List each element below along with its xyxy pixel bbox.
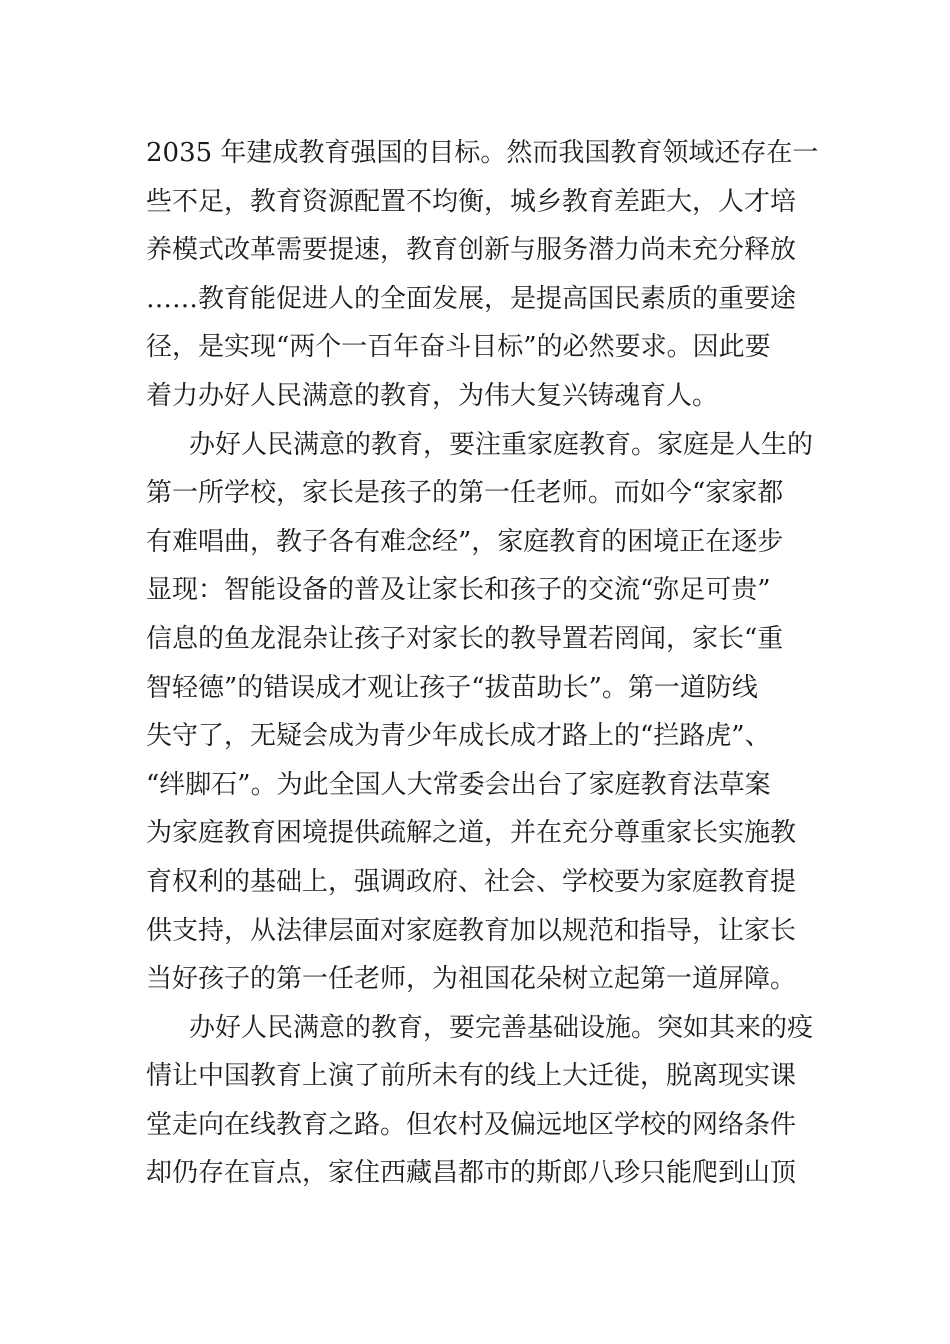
text-line: 2035 年建成教育强国的目标。然而我国教育领域还存在一: [146, 138, 819, 168]
text-line: 当好孩子的第一任老师，为祖国花朵树立起第一道屏障。: [146, 964, 797, 995]
text-line: 径，是实现“两个一百年奋斗目标”的必然要求。因此要: [146, 332, 771, 363]
text-line: 信息的鱼龙混杂让孩子对家长的教导置若罔闻，家长“重: [146, 623, 784, 654]
text-line: 堂走向在线教育之路。但农村及偏远地区学校的网络条件: [146, 1109, 797, 1140]
paragraph-start-line: 办好人民满意的教育，要完善基础设施。突如其来的疫: [189, 1012, 814, 1043]
text-line: 养模式改革需要提速，教育创新与服务潜力尚未充分释放: [146, 235, 797, 266]
text-line: 第一所学校，家长是孩子的第一任老师。而如今“家家都: [146, 478, 784, 509]
text-line: 却仍存在盲点，家住西藏昌都市的斯郎八珍只能爬到山顶: [146, 1158, 797, 1189]
text-line: 育权利的基础上，强调政府、社会、学校要为家庭教育提: [146, 866, 797, 897]
text-line: 情让中国教育上演了前所未有的线上大迁徙，脱离现实课: [146, 1061, 797, 1092]
text-line: 供支持，从法律层面对家庭教育加以规范和指导，让家长: [146, 915, 797, 946]
text-line: 着力办好人民满意的教育，为伟大复兴铸魂育人。: [146, 380, 719, 411]
text-line: 有难唱曲，教子各有难念经”，家庭教育的困境正在逐步: [146, 526, 784, 557]
text-line: “绊脚石”。为此全国人大常委会出台了家庭教育法草案: [146, 769, 771, 800]
paragraph-start-line: 办好人民满意的教育，要注重家庭教育。家庭是人生的: [189, 429, 814, 460]
text-line: 失守了，无疑会成为青少年成长成才路上的“拦路虎”、: [146, 721, 771, 752]
text-line: 显现：智能设备的普及让家长和孩子的交流“弥足可贵”: [146, 575, 771, 606]
body-text: [146, 129, 819, 1198]
text-line: 些不足，教育资源配置不均衡，城乡教育差距大，人才培: [146, 186, 797, 217]
text-line: ……教育能促进人的全面发展，是提高国民素质的重要途: [146, 283, 797, 314]
text-line: 智轻德”的错误成才观让孩子“拔苗助长”。第一道防线: [146, 672, 758, 703]
text-line: 为家庭教育困境提供疏解之道，并在充分尊重家长实施教: [146, 818, 797, 849]
